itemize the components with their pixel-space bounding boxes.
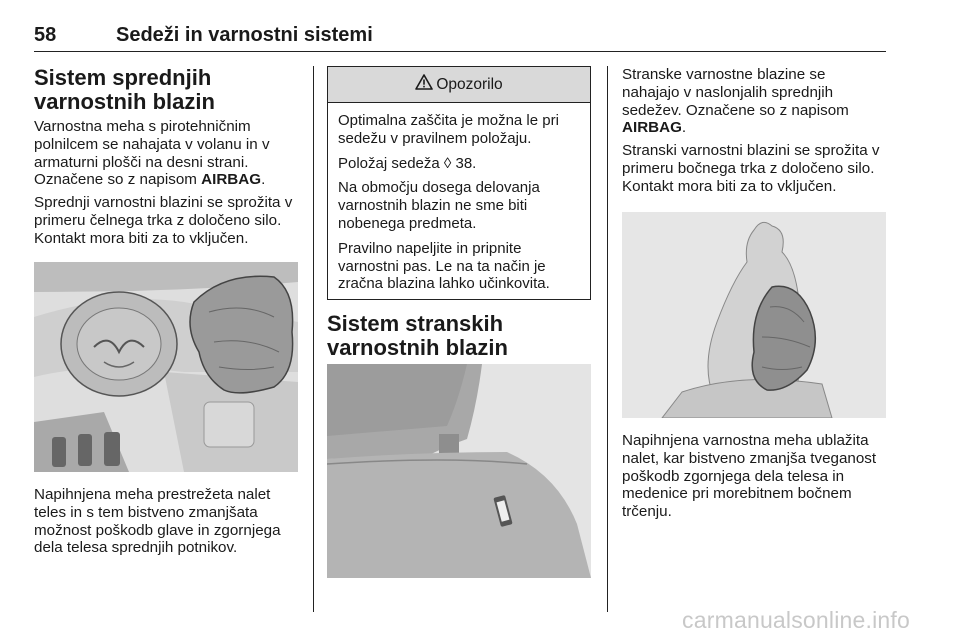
side-airbag-illustration [622, 212, 886, 418]
figure-caption-side: Napihnjena varnostna meha ublažita nalet, kar bistveno zmanjša tveganost poškodb zgornjega dela telesa in medenice pri morebitnem bočnem trčenju. [622, 432, 877, 521]
warning-title: Opozorilo [436, 75, 503, 93]
warning-paragraph-4: Pravilno napeljite in pripnite varnostni pas. Le na ta način je zračna blazina lahko učinkovita. [338, 239, 550, 293]
section-heading-side-airbags: Sistem stranskih varnostnih blazin [327, 311, 508, 360]
paragraph-side-location: Stranske varnostne blazine se nahajajo v naslonjalih sprednjih sedežev. Označene so z napisom AIRBAG. [622, 66, 849, 137]
airbag-label: AIRBAG [201, 171, 262, 189]
warning-paragraph-3: Na območju dosega delovanja varnostnih blazin ne sme biti nobenega predmeta. [338, 179, 540, 232]
warning-triangle-icon [415, 74, 436, 95]
airbag-label: AIRBAG [622, 119, 682, 137]
column-side-airbags [622, 66, 886, 201]
caption-front-airbags [34, 486, 298, 562]
chapter-title: Sedeži in varnostni sistemi [116, 24, 373, 46]
column-front-airbags [34, 66, 298, 253]
caption-side-airbags [622, 432, 886, 526]
figure-caption-front: Napihnjena meha prestrežeta nalet teles in s tem bistveno zmanjšata možnost poškodb glave in zgornjega dela telesa sprednjih potnikov. [34, 486, 281, 557]
figure-front-airbags [34, 262, 298, 472]
figure-seat-airbag-label [327, 364, 591, 578]
figure-side-airbag [622, 212, 886, 418]
warning-paragraph-1: Optimalna zaščita je možna le pri sedežu v pravilnem položaju. [338, 112, 559, 147]
column-divider-right [607, 66, 608, 612]
column-side-airbags-heading [327, 312, 591, 360]
page-header [34, 8, 886, 52]
paragraph-front-deploy: Sprednji varnostni blazini se sprožita v primeru čelnega trka z določeno silo. Kontakt mora biti za to vključen. [34, 194, 293, 247]
paragraph-front-location: Varnostna meha s pirotehničnim polnilcem se nahajata v volanu in v armaturni plošči na desni strani. Označene so z napisom AIRBAG. [34, 118, 270, 189]
page-number: 58 [34, 24, 57, 46]
column-divider-left [313, 66, 314, 612]
warning-box [327, 66, 591, 300]
front-airbags-illustration [34, 262, 298, 472]
warning-body [328, 103, 590, 293]
seat-airbag-label-illustration [327, 364, 591, 578]
section-heading-front-airbags: Sistem sprednjih varnostnih blazin [34, 65, 215, 114]
watermark: carmanualsonline.info [682, 607, 910, 633]
warning-header [328, 67, 590, 103]
paragraph-side-deploy: Stranski varnostni blazini se sprožita v primeru bočnega trka z določeno silo. Kontakt mora biti za to vključen. [622, 142, 880, 195]
warning-paragraph-2: Položaj sedeža ◊ 38. [338, 154, 477, 172]
